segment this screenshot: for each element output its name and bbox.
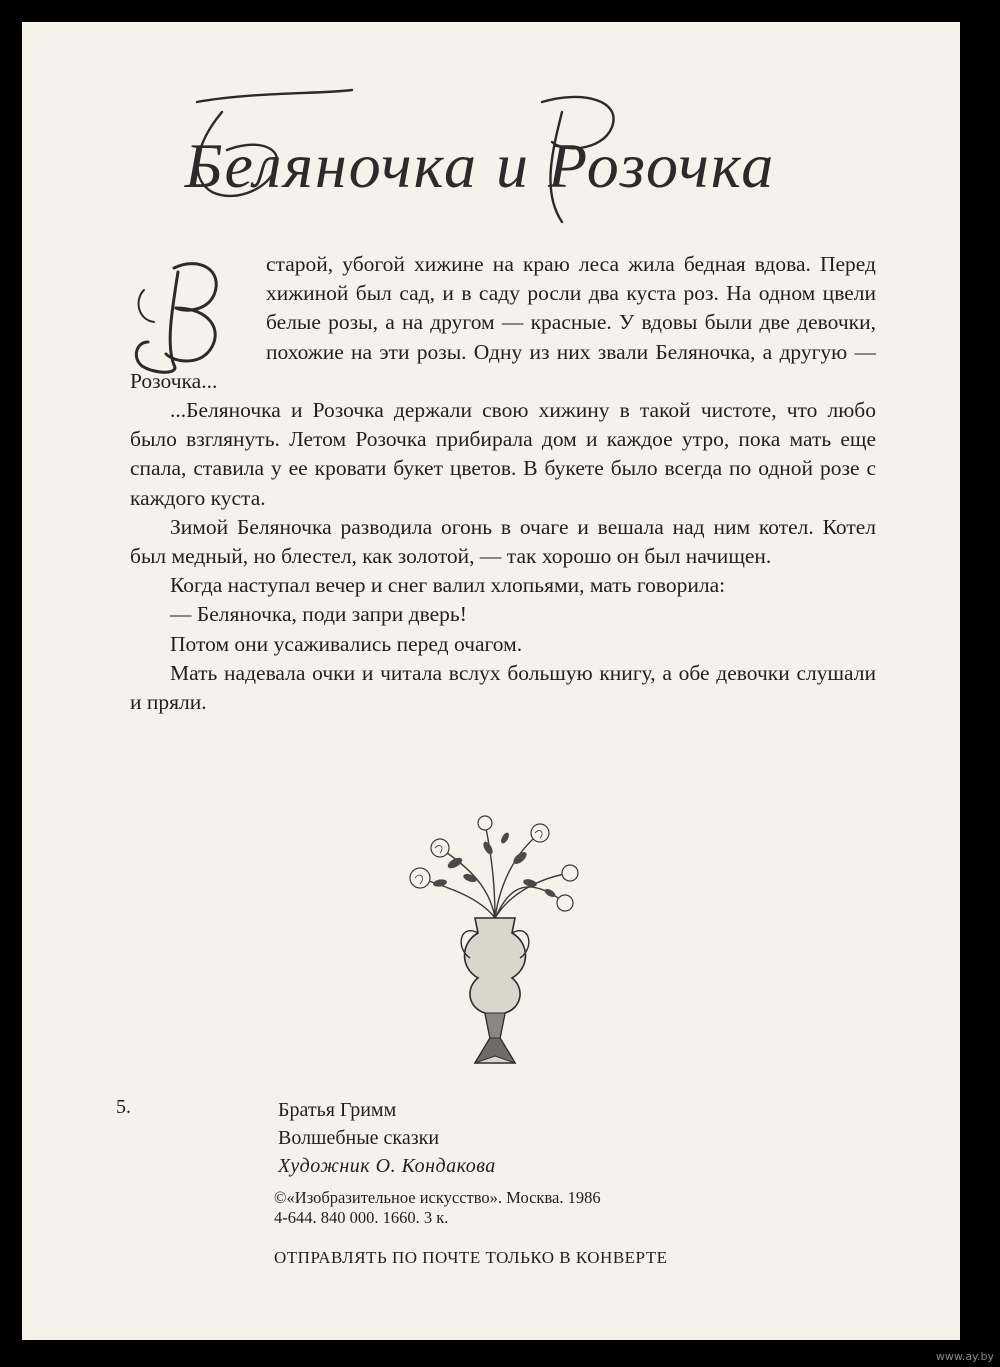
vase-illustration — [400, 808, 590, 1068]
title-text: Беляночка и Розочка — [184, 130, 776, 201]
credits-block — [278, 1096, 496, 1180]
card-number: 5. — [116, 1096, 131, 1118]
imprint-block — [274, 1188, 601, 1228]
code-line: 4-644. 840 000. 1660. 3 к. — [274, 1208, 449, 1227]
watermark: www.ay.by — [935, 1350, 994, 1363]
publisher-line: ©«Изобразительное искусство». Москва. 1986 — [274, 1188, 601, 1207]
paragraph-5: — Беляночка, поди запри дверь! — [170, 602, 467, 627]
paragraph-1-text: старой, убогой хижине на краю леса жила бедная вдова. Перед хижиной был сад, и в саду росли два куста роз. На одном цвели белые розы, а на другом — красные. У вдовы были две девочки, похожие на эти розы. Одну из них звали Беляночка, а другую — Розочка... — [130, 252, 876, 393]
artist-line: Художник О. Кондакова — [278, 1155, 496, 1177]
mailing-notice: ОТПРАВЛЯТЬ ПО ПОЧТЕ ТОЛЬКО В КОНВЕРТЕ — [274, 1248, 668, 1267]
paragraph-6: Потом они усаживались перед очагом. — [170, 631, 523, 656]
paragraph-7: Мать надевала очки и читала вслух большую книгу, а обе девочки слушали и пряли. — [130, 660, 876, 715]
book-line: Волшебные сказки — [278, 1127, 440, 1149]
paragraph-2: ...Беляночка и Розочка держали свою хижину в такой чистоте, что любо было взглянуть. Летом Розочка прибирала дом и каждое утро, пока мать еще спала, ставила у ее кровати букет цветов. В букете было всегда по одной розе с каждого куста. — [130, 398, 876, 510]
dropcap-spacer — [130, 250, 266, 366]
postcard — [22, 22, 960, 1340]
story-text — [130, 250, 876, 717]
title-calligraphy — [22, 82, 960, 242]
author-line: Братья Гримм — [278, 1099, 397, 1121]
paragraph-3: Зимой Беляночка разводила огонь в очаге и вешала над ним котел. Котел был медный, но блестел, как золотой, — так хорошо он был начищен. — [130, 514, 876, 569]
paragraph-1 — [130, 250, 876, 396]
paragraph-4: Когда наступал вечер и снег валил хлопьями, мать говорила: — [170, 573, 726, 598]
